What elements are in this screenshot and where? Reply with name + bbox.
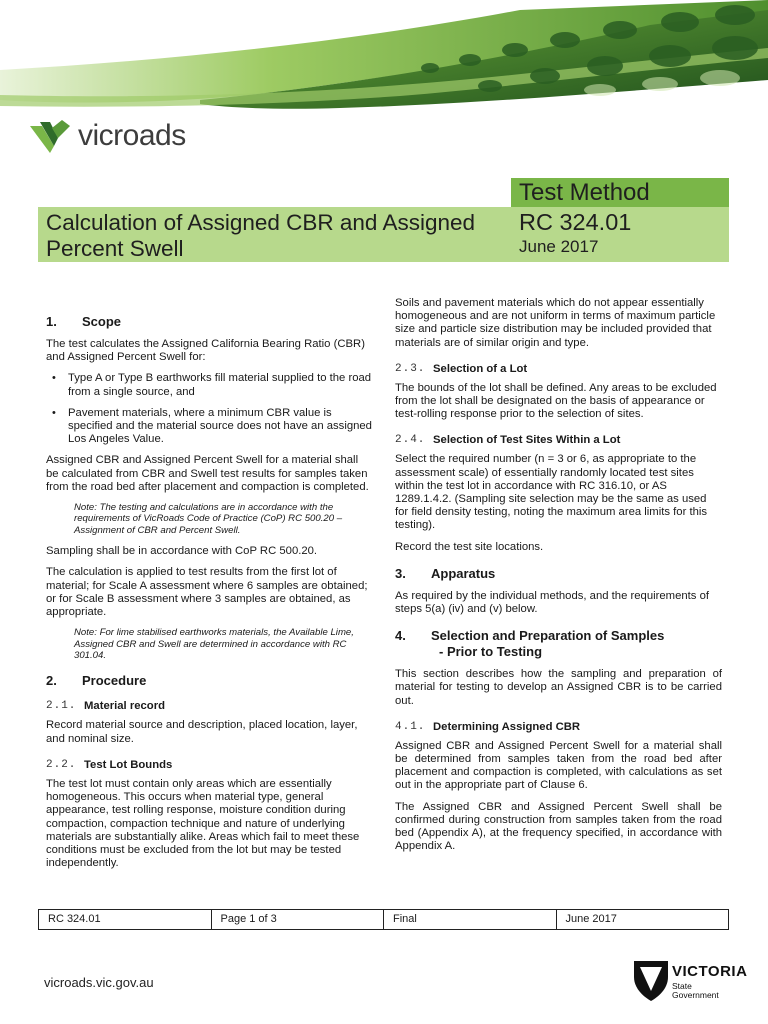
vicroads-logo-icon [28,116,76,156]
paragraph: The test lot must contain only areas which are essentially homogeneous. This occurs when material type, general appearance, test rolling response, moisture condition during compaction, compaction technique and nature of underlying materials are substantially alike. Areas which fail to meet these conditions must be excluded from the lot but may be tested independently. [46,777,360,870]
document-title: Calculation of Assigned CBR and Assigned Percent Swell [46,210,476,261]
paragraph: Select the required number (n = 3 or 6, as appropriate to the assessment scale) of essentially randomly located test sites within the test lot in accordance with RC 316.10, or AS 1289.1.4.2. (Sampling site selection may be the same as used for field density testing, noting the maximum area limits for this testing). [395,453,708,532]
subsection-title: Determining Assigned CBR [433,720,581,733]
paragraph: Assigned CBR and Assigned Percent Swell for a material shall be calculated from CBR and Swell test results for samples taken from the road bed after placement and compaction is completed. [46,454,369,493]
section-title [431,628,664,660]
section-title-line: Selection and Preparation of Samples [431,628,665,644]
section-title: Procedure [82,673,147,689]
subsection-number: 2.1. [46,700,77,713]
list-item-text: Pavement materials, where a minimum CBR value is specified and the material source does not have an assigned Los Angeles Value. [68,406,372,446]
government-wordmark: VICTORIA [672,963,748,980]
list-item [46,407,373,447]
paragraph: Sampling shall be in accordance with CoP RC 500.20. [46,545,318,558]
document-date: June 2017 [519,237,599,256]
list-item [46,372,373,398]
left-column [46,296,373,878]
right-column [395,297,722,861]
footer-cell-date: June 2017 [565,913,617,925]
paragraph: This section describes how the sampling and preparation of material for testing to develop an Assigned CBR is to be carried out. [395,668,722,707]
subsection-heading [395,720,722,734]
subsection-title: Test Lot Bounds [84,758,173,771]
subsection-number: 4.1. [395,720,426,733]
note: Note: For lime stabilised earthworks materials, the Available Lime, Assigned CBR and Swell are determined in accordance with RC 301.04. [74,627,354,662]
document-code: RC 324.01 [519,209,632,235]
subsection-title: Selection of a Lot [433,362,528,375]
government-subtitle [672,982,719,1000]
paragraph: The test calculates the Assigned California Bearing Ratio (CBR) and Assigned Percent Swell for: [46,338,365,364]
paragraph: The Assigned CBR and Assigned Percent Swell shall be confirmed during construction from samples taken from the road bed (Appendix A), at the frequency specified, in accordance with Appendix A. [395,800,722,853]
vicroads-logo [28,116,186,156]
footer-cell-status: Final [384,910,557,929]
footer-cell-page: Page 1 of 3 [212,910,385,929]
footer-table [38,909,729,930]
list-item-text: Type A or Type B earthworks fill material supplied to the road from a single source, and [68,372,372,398]
section-number: 4. [395,628,406,644]
subsection-title: Selection of Test Sites Within a Lot [433,434,621,447]
paragraph: The bounds of the lot shall be defined. Any areas to be excluded from the lot shall be designated on the basis of appearance or test-rolling response prior to the selection of sites. [395,381,717,421]
brand-name: vicroads [78,119,186,152]
bullet-icon: • [52,372,56,385]
section-heading [46,673,373,689]
subsection-title: Material record [84,700,165,713]
subsection-heading [395,362,722,376]
government-subtitle-line: Government [672,990,719,1000]
subsection-number: 2.3. [395,362,426,375]
section-heading [395,628,722,660]
paragraph: Record material source and description, placed location, layer, and nominal size. [46,719,358,745]
section-number: 1. [46,314,57,329]
section-number: 3. [395,565,406,581]
section-number: 2. [46,673,57,689]
subsection-heading [46,758,373,772]
paragraph: As required by the individual methods, and the requirements of steps 5(a) (iv) and (v) below. [395,589,709,616]
subsection-heading [46,699,373,713]
section-title: Scope [82,314,122,329]
bullet-list [46,372,373,446]
website-link[interactable]: vicroads.vic.gov.au [44,975,154,990]
doc-type-box [511,178,729,207]
header-banner [0,0,768,110]
footer-cell-code: RC 324.01 [39,910,212,929]
paragraph: The calculation is applied to test results from the first lot of material; for Scale A assessment where 6 samples are obtained; or for Scale B assessment where 3 samples are obtained, as appropriate. [46,566,368,619]
subsection-heading [395,433,722,447]
paragraph: Assigned CBR and Assigned Percent Swell for a material shall be determined from samples taken from the road bed after placement and compaction is completed, with calculations as set out in the appropriate part of Clause 6. [395,739,722,792]
section-title-line: - Prior to Testing [439,644,543,660]
subsection-number: 2.4. [395,434,426,447]
government-subtitle-line: State [672,981,692,991]
paragraph: Record the test site locations. [395,540,544,553]
title-box [38,207,729,262]
subsection-number: 2.2. [46,758,77,771]
doc-type: Test Method [519,179,650,206]
paragraph: Soils and pavement materials which do not appear essentially homogeneous and are not uniform in terms of maximum particle size and particle size distribution may be included provided that materials are of similar origin and type. [395,297,716,349]
section-heading [46,314,373,330]
section-heading [395,566,722,582]
section-title: Apparatus [431,565,496,581]
bullet-icon: • [52,406,56,419]
note: Note: The testing and calculations are in accordance with the requirements of VicRoads Code of Practice (CoP) RC 500.20 – Assignment of CBR and Percent Swell. [74,502,343,536]
